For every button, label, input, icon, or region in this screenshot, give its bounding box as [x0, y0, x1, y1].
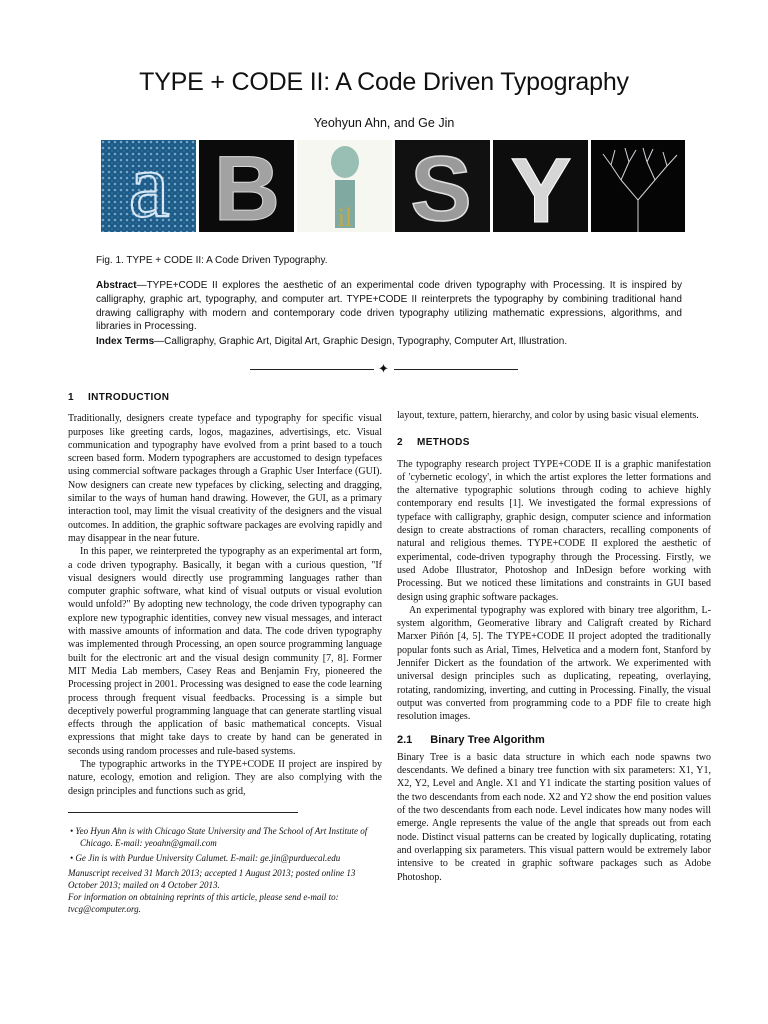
paper-title: TYPE + CODE II: A Code Driven Typography — [139, 68, 629, 96]
svg-text:a: a — [128, 140, 170, 232]
reprints-note: For information on obtaining reprints of this article, please send e-mail to: tvcg@computer.org. — [68, 892, 339, 914]
svg-text:B: B — [213, 140, 281, 232]
svg-text:il: il — [337, 203, 353, 232]
subsection-number: 2.1 — [397, 733, 413, 746]
subsection-title: Binary Tree Algorithm — [430, 733, 545, 746]
letter-a-panel — [101, 140, 196, 232]
paragraph: In this paper, we reinterpreted the typography as an experimental art form, a code driven typography. Basically, it began with a curious question, "If visual designers would directly use programming languages rather than computer graphic software, what kind of visual outputs or visual evolution would unfold?" By adopting new technology, the code driven typography can explore new typographic identities, convey new visual messages, and interact with massive amounts of information and data. The code driven typography was implemented through Processing, an open source programming language built for the electronic art and the visual design community [7, 8]. Former MIT Media Lab members, Casey Reas and Benjamin Fry, pioneered the Processing project in 2001. Processing was designed to ease the code learning process through frequent visual feedbacks. Processing is a simple but deceptively powerful programming language that can generate startling visual effects through the application of basic mathematical concepts. Visual expressions that might take days to create by hand can be generated in seconds using random processes and rule-based systems. — [68, 546, 382, 757]
footnote-item: • Yeo Hyun Ahn is with Chicago State University and The School of Art Institute of Chicago. E-mail: yeoahn@gmail.com — [70, 826, 368, 848]
tree-panel — [591, 140, 685, 232]
paragraph-continuation: layout, texture, pattern, hierarchy, and color by using basic visual elements. — [397, 410, 699, 421]
footnotes — [68, 812, 386, 915]
letter-b-panel — [199, 140, 294, 232]
section-number: 2 — [397, 437, 403, 449]
manuscript-note: Manuscript received 31 March 2013; accepted 1 August 2013; posted online 13 October 2013; mailed on 4 October 2013. — [68, 868, 356, 890]
paragraph: The typography research project TYPE+CODE II is a graphic manifestation of 'cybernetic ecology', in which the artist explores the letter formations and the alternative typographic solutions through coding to achieve highly contemporary end results [1]. We investigated the formal expressions of typeface with calligraphy, graphic design, computer science and information design to create abstractions of roman characters, recalling components of natural and religious themes. TYPE+CODE II explored the aesthetic of experimental, code-driven typography through the Processing. Firstly, we used Adobe Illustrator, Photoshop and InDesign before working with Processing. But we noticed these limitations and constraints in GUI based design using graphic software packages. — [397, 458, 711, 603]
letter-i-panel — [297, 140, 392, 232]
left-column — [68, 391, 382, 798]
figure-image-strip — [101, 140, 685, 232]
divider-ornament: ✦ — [378, 361, 389, 376]
section-title: INTRODUCTION — [87, 392, 170, 403]
index-terms-label: Index Terms — [96, 336, 155, 347]
index-terms-text: —Calligraphy, Graphic Art, Digital Art, Graphic Design, Typography, Computer Art, Illustration. — [154, 336, 568, 347]
paragraph: An experimental typography was explored with binary tree algorithm, L-system algorithm, Geomerative library and Caligraft created by Richard Marxer Piñón [4, 5]. The TYPE+CODE II project adopted the traditionally popular fonts such as Arial, Times, Helvetica and a modern font, Stanford by Jennifer Dickert as the foundation of the artwork. We experimented with universal design principles such as duplicating, repeating, overlaying, rotating, randomizing, inverting, and cutting in Processing. Finally, the visual output was converted from programming code to a PDF file to create high resolution images. — [397, 604, 711, 723]
paragraph: Binary Tree is a basic data structure in which each node spawns two descendants. We defined a binary tree function with six parameters: X1, Y1, X2, Y2, Level and Angle. X1 and Y1 indicate the starting position values of the two descendants from each node. X2 and Y2 show the end position values of the two descendants from each node. Level indicates how many nodes will emerge. Angle represents the value of the angle that spreads out from each node. Distinct visual patterns can be created by logically duplicating, rotating and overlapping six parameters. This visual pattern would be extremely labor intensive to be created in graphic software packages such as Adobe Photoshop. — [397, 751, 711, 883]
section-title: METHODS — [416, 437, 470, 449]
section-divider — [250, 362, 518, 376]
letter-s-panel — [395, 140, 490, 232]
paragraph: Traditionally, designers create typeface and typography for specific visual purposes like greeting cards, logos, magazines, advertisings, etc. Visual communication and typography have evolved from a print based to a touch screen based form. Modern typographers are accustomed to design typefaces using commercial software packages through a Graphic User Interface (GUI). Now designers can create new typefaces by clicking, selecting and dragging, similar to the ways of human hand drawing. However, the GUI, as a primary interaction tool, may limit the visual creativity of the designers and the visual outcomes. In addition, the graphic software packages are evolving rapidly and may disappear in the near future. — [68, 413, 382, 544]
svg-text:S: S — [410, 140, 472, 232]
paragraph: The typographic artworks in the TYPE+CODE II project are inspired by nature, ecology, emotion and religion. They are also complying with the design principles and functions such as grid, — [68, 759, 382, 797]
abstract-label: Abstract — [96, 280, 137, 291]
letter-y-panel — [493, 140, 588, 232]
section-heading-introduction — [68, 391, 382, 404]
svg-text:Y: Y — [510, 140, 572, 232]
abstract — [96, 279, 682, 334]
footnote-item: • Ge Jin is with Purdue University Calumet. E-mail: ge.jin@purduecal.edu — [70, 853, 341, 863]
abstract-text: —TYPE+CODE II explores the aesthetic of an experimental code driven typography with Processing. It is inspired by calligraphy, graphic art, typography, and computer art. TYPE+CODE II reinterprets the typography by combining traditional hand drawing calligraphy with modern and contemporary code driven typography utilizing mathematic expressions, algorithms, and libraries in Processing. — [96, 280, 682, 333]
figure-caption: Fig. 1. TYPE + CODE II: A Code Driven Typography. — [96, 255, 328, 266]
section-number: 1 — [68, 392, 74, 403]
footnote-rule — [68, 812, 298, 813]
subsection-heading-binary-tree — [397, 734, 711, 747]
author-line: Yeohyun Ahn, and Ge Jin — [313, 116, 455, 130]
section-heading-methods — [397, 436, 711, 449]
index-terms — [96, 335, 682, 349]
right-column — [397, 409, 711, 884]
